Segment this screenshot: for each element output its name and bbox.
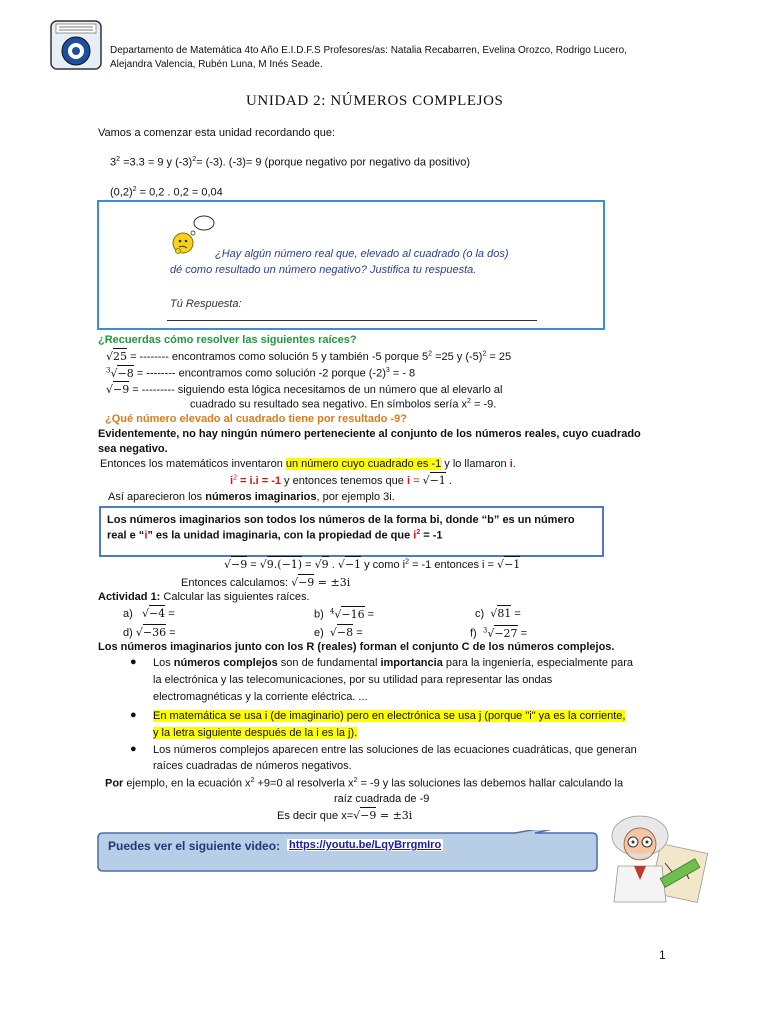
activity-title: Actividad 1: Calcular las siguientes raíces.: [98, 591, 310, 603]
question-line-1: ¿Hay algún número real que, elevado al cuadrado (o la dos): [215, 248, 509, 260]
evident-line-2: sea negativo.: [98, 443, 168, 455]
calc-line: √−9 = √9.(−1) = √9 . √−1 y como $i^2 = -1$ entonces i = √−1: [224, 558, 521, 571]
i-definition: $i^2 = i.i = -1$ y entonces tenemos que i = √−1 .: [230, 474, 452, 487]
equation-1: $3^2 =3.3 = 9$ y $(-3)^2= (-3)$. (-3)= 9 (porque negativo por negativo da positivo): [110, 156, 471, 169]
complejos-title: Los números imaginarios junto con los R (reales) forman el conjunto C de los números complejos.: [98, 641, 615, 653]
bullet-dot-icon: ●: [130, 656, 137, 668]
header-line-2: Alejandra Valencia, Rubén Luna, M Inés Seade.: [110, 59, 323, 70]
activity-item: d) √−36 =: [123, 626, 176, 639]
professor-illustration: [600, 808, 710, 904]
root-line-2: $^3$√−8 = -------- encontramos como solución -2 porque $(-2)^3$ = - 8: [106, 366, 416, 380]
thinking-face-icon: [170, 213, 216, 259]
bullet-dot-icon: ●: [130, 709, 137, 721]
activity-item: e) √−8 =: [314, 626, 363, 639]
recuerdas-heading: ¿Recuerdas cómo resolver las siguientes raíces?: [98, 334, 357, 346]
question-line-2: dé como resultado un número negativo? Justifica tu respuesta.: [170, 264, 477, 276]
video-link[interactable]: https://youtu.be/LqyBrrgmIro: [289, 839, 442, 851]
bullet-2-line-1: En matemática se usa i (de imaginario) pero en electrónica se usa j (porque "i" ya es la corriente,: [153, 710, 626, 722]
root-line-3: √−9 = --------- siguiendo esta lógica necesitamos de un número que al elevarlo al: [106, 383, 503, 396]
definition-line-2: real e “i” es la unidad imaginaria, con la propiedad de que $i^2 = -1$: [107, 529, 443, 542]
root-line-3b: cuadrado su resultado sea negativo. En símbolos sería $x^2 = -9$.: [190, 398, 497, 411]
entonces-line: Entonces los matemáticos inventaron un número cuyo cuadrado es -1 y lo llamaron i.: [100, 458, 516, 470]
root-line-1: √25 = -------- encontramos como solución 5 y también -5 porque $5^2 =25$ y $(-5)^2 = 25$: [106, 350, 512, 363]
bullet-1-line-2: la electrónica y las telecomunicaciones, por su utilidad para representar las ondas: [153, 674, 553, 686]
intro-text: Vamos a comenzar esta unidad recordando que:: [98, 127, 336, 139]
answer-label: Tú Respuesta:: [170, 298, 242, 310]
entonces-calc: Entonces calculamos: √−9 = ±3i: [181, 576, 351, 589]
bullet-1-line-1: Los números complejos son de fundamental importancia para la ingeniería, especialmente para: [153, 657, 634, 669]
page-number: 1: [659, 948, 666, 962]
activity-item: f) $^3$√−27 =: [470, 626, 528, 640]
header-line-1: Departamento de Matemática 4to Año E.I.D.F.S Profesores/as: Natalia Recabarren, Evelina Orozco, Rodrigo Lucero,: [110, 45, 627, 56]
equation-2: $(0,2)^2 = 0,2$ . 0,2 = 0,04: [110, 186, 223, 199]
bullet-3-line-2: raíces cuadradas de números negativos.: [153, 760, 352, 772]
example-line-1: Por ejemplo, en la ecuación $x^2 +9=0$ al resolverla $x^2 = -9$ y las soluciones las debemos hallar calculando la: [105, 777, 624, 790]
activity-item: a) √−4 =: [123, 607, 175, 620]
definition-line-1: Los números imaginarios son todos los números de la forma bi, donde “b” es un número: [107, 514, 575, 526]
bullet-dot-icon: ●: [130, 743, 137, 755]
evident-line-1: Evidentemente, no hay ningún número perteneciente al conjunto de los números reales, cuyo cuadrado: [98, 428, 641, 440]
aparecieron-line: Así aparecieron los números imaginarios, por ejemplo 3i.: [108, 491, 395, 503]
example-line-2: raíz cuadrada de -9: [334, 793, 430, 805]
page-title: UNIDAD 2: NÚMEROS COMPLEJOS: [246, 93, 504, 109]
activity-item: c) √81 =: [475, 607, 521, 620]
video-callout: [95, 830, 600, 874]
bullet-3-line-1: Los números complejos aparecen entre las soluciones de las ecuaciones cuadráticas, que generan: [153, 744, 637, 756]
bullet-2-line-2: y la letra siguiente después de la i es la j).: [153, 727, 358, 739]
school-logo: [50, 20, 102, 70]
orange-question: ¿Qué número elevado al cuadrado tiene por resultado -9?: [105, 413, 407, 425]
bullet-1-line-3: electromagnéticas y la corriente eléctrica. ...: [153, 691, 368, 703]
activity-item: b) $^4$√−16 =: [314, 607, 375, 621]
answer-line[interactable]: [167, 320, 537, 321]
video-label: Puedes ver el siguiente video:: [108, 839, 281, 853]
example-line-3: Es decir que x=√−9 = ±3i: [277, 809, 413, 822]
